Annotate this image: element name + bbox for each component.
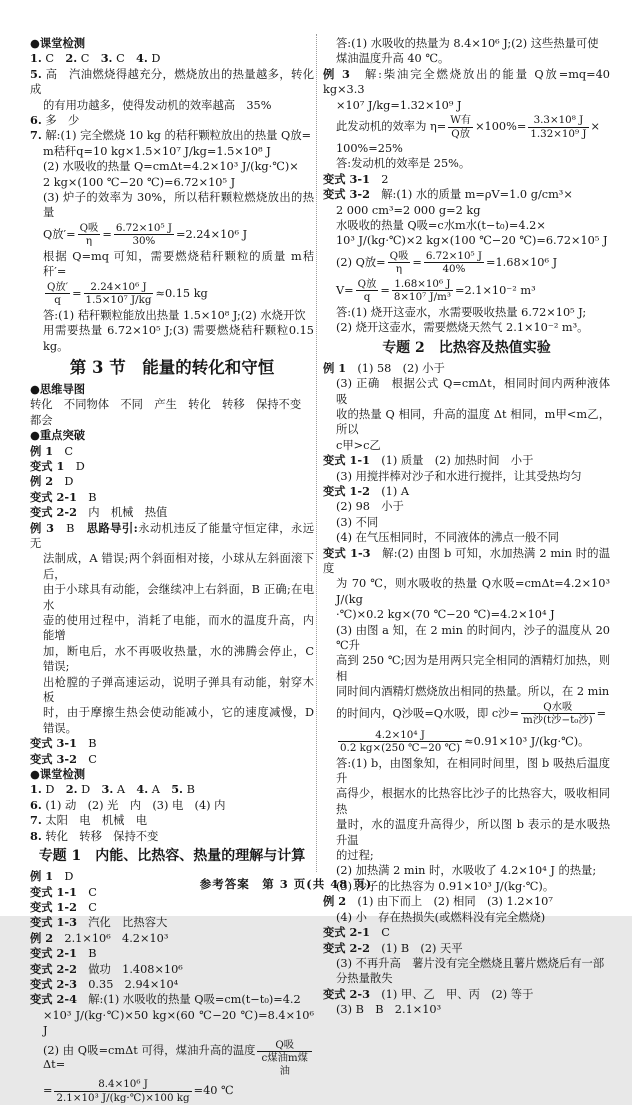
body-text: D (53, 870, 74, 884)
text-line (30, 144, 314, 159)
body-text: 同时间内酒精灯燃烧放出相同的热量。所以，在 2 min (336, 685, 610, 699)
body-text: (1) 58 (2) 小于 (346, 361, 445, 375)
body-text: 出枪膛的子弹高速运动，说明子弹具有动能，射穿木板 (43, 675, 314, 705)
text-line (30, 323, 314, 354)
text-line (323, 956, 610, 971)
body-text: m秸秆q=10 kg×1.5×10⁷ J/kg=1.5×10⁸ J (43, 144, 271, 158)
label-text: 例 2 (30, 930, 54, 945)
label-text: 3. (101, 782, 114, 797)
body-text: 的过程; (336, 849, 374, 863)
label-text: 变式 3-2 (323, 187, 370, 202)
body-text: (2) 烧开这壶水，需要燃烧天然气 2.1×10⁻² m³。 (336, 321, 589, 335)
body-text: =2.1×10⁻² m³ (455, 283, 536, 297)
text-line (30, 644, 314, 675)
label-text: 变式 2-1 (30, 946, 77, 961)
body-text: ×100%= (475, 120, 527, 134)
body-text: C (77, 52, 101, 66)
label-text: 例 2 (323, 894, 347, 909)
body-text: C (76, 900, 97, 914)
text-line (30, 1008, 314, 1039)
text-line (30, 221, 314, 249)
body-text: D (41, 783, 66, 797)
label-text: 第 3 节 能量的转化和守恒 (69, 357, 275, 377)
text-line (323, 1002, 610, 1017)
body-text: B (76, 490, 97, 504)
text-line (30, 675, 314, 706)
label-text: 变式 2-1 (323, 925, 370, 940)
body-text: 转化 转移 保持不变 (41, 829, 159, 843)
body-text: 量时，水的温度升高得少，所以图 b 表示的是水吸热升温 (336, 818, 610, 847)
body-text: = (72, 286, 82, 300)
text-line (323, 98, 610, 113)
text-line (323, 941, 610, 956)
fraction: $\frac{\text{Q放′}}{q}$ (47, 280, 69, 307)
body-text: A (113, 783, 137, 797)
label-text: 专题 1 内能、比热容、热量的理解与计算 (38, 848, 306, 865)
text-line (30, 962, 314, 977)
body-text: (4) 在气压相同时，不同液体的沸点一般不同 (336, 531, 559, 545)
column-divider (316, 34, 317, 872)
body-text: (3) 不同 (336, 515, 379, 529)
body-text: (2) 加热满 2 min 时，水吸收了 4.2×10⁴ J 的热量; (336, 864, 597, 878)
text-line (323, 172, 610, 187)
text-line (30, 813, 314, 828)
body-text: Q放′= (43, 227, 76, 241)
body-text: 解:(2) 由图 b 可知，水加热满 2 min 时的温度 (323, 546, 610, 575)
text-line (30, 67, 314, 98)
body-text: C (112, 52, 137, 66)
label-text: 5. (30, 66, 42, 81)
body-text: 答:(1) 水吸收的热量为 8.4×10⁶ J;(2) 这些热量可使 (336, 37, 599, 50)
label-text: 变式 3-1 (30, 736, 77, 751)
body-text: 高到 250 ℃;因为是用两只完全相同的酒精灯加热，则相 (336, 654, 610, 683)
text-line (323, 894, 610, 909)
body-text: 的时间内，Q沙吸=Q水吸，即 c沙= (336, 706, 519, 720)
body-text: ×10³ J/(kg·℃)×50 kg×(60 ℃−20 ℃)=8.4×10⁶ J (43, 1008, 314, 1038)
body-text: (1) 质量 (2) 加热时间 小于 (369, 454, 534, 468)
body-text: 解:柴油完全燃烧放出的能量 Q放=mq=40 kg×3.3 (323, 67, 610, 97)
fraction: $\frac{\text{6.72×10⁵ J}}{30\%}$ (115, 221, 172, 248)
text-line (323, 187, 610, 202)
text-line (30, 474, 314, 489)
body-text: =1.68×10⁶ J (486, 255, 558, 269)
label-text: 4. (136, 782, 149, 797)
body-text: (1) A (369, 484, 409, 498)
label-text: 例 1 (323, 360, 347, 375)
body-text: 由于小球具有动能，会继续冲上右斜面，B 正确;在电水 (43, 583, 314, 612)
fraction: $\frac{\text{Q放}}{q}$ (357, 277, 377, 304)
body-text: =2.24×10⁶ J (176, 227, 248, 241)
text-line (30, 582, 314, 613)
body-text: 0.35 2.94×10⁴ (76, 977, 179, 991)
body-text: (2) 由 Q吸=cmΔt 可得，煤油升高的温度 Δt= (43, 1043, 256, 1071)
text-line (30, 782, 314, 797)
body-text: 解:(1) 水吸收的热量 Q吸=cm(t−t₀)=4.2 (76, 993, 301, 1007)
body-text: (3) 正确 根据公式 Q=cmΔt，相同时间内两种液体吸 (336, 377, 610, 406)
label-text: 变式 2-3 (323, 986, 370, 1001)
text-line (323, 361, 610, 376)
body-text: C (369, 926, 390, 940)
text-line (30, 397, 314, 412)
body-text: D (53, 475, 74, 489)
body-text: B (182, 783, 195, 797)
body-text: 壶的使用过程中，消耗了电能，而水的温度升高，内能增 (43, 614, 314, 643)
body-text: ≈0.15 kg (155, 286, 208, 300)
body-text: 解:(1) 完全燃烧 10 kg 的秸秆颗粒放出的热量 Q放= (41, 129, 312, 143)
text-line (323, 320, 610, 335)
text-line (30, 382, 314, 397)
answers-left-column (30, 36, 314, 1105)
text-line (323, 249, 610, 277)
text-line (323, 607, 610, 622)
fraction: $\frac{\text{Q吸}}{\eta}$ (389, 249, 409, 276)
text-line (323, 376, 610, 407)
text-line (323, 36, 610, 51)
text-line (323, 700, 610, 728)
text-line (323, 407, 610, 438)
text-line (30, 51, 314, 66)
body-text: × (590, 120, 600, 134)
body-text: 答:发动机的效率是 25%。 (336, 157, 471, 171)
body-text: (1) 甲、乙 甲、丙 (2) 等于 (369, 987, 534, 1001)
text-line (323, 756, 610, 787)
body-text: ·℃)×0.2 kg×(70 ℃−20 ℃)=4.2×10⁴ J (336, 608, 555, 622)
section-heading (30, 844, 314, 869)
label-text: 变式 3-2 (30, 751, 77, 766)
label-text: 变式 1-2 (323, 483, 370, 498)
text-line (30, 798, 314, 813)
body-text: 答:(1) b，由图象知，在相同时间里，图 b 吸热后温度升 (336, 756, 610, 786)
text-line (30, 159, 314, 174)
label-text: 变式 1-3 (323, 545, 371, 560)
label-text: 变式 2-2 (30, 961, 77, 976)
text-line (323, 141, 610, 156)
body-text: 根据 Q=mq 可知，需要燃烧秸秆颗粒的质量 m秸秆′= (43, 249, 314, 279)
label-text: 3. (100, 51, 113, 66)
text-line (323, 469, 610, 484)
fraction: $\frac{\text{Q吸}}{\text{c煤油m煤油}}$ (257, 1039, 312, 1078)
text-line (323, 453, 610, 468)
body-text: 2 (369, 172, 389, 186)
body-text: 收的热量 Q 相同，升高的温度 Δt 相同，m甲<m乙，所以 (336, 407, 610, 437)
fraction: $\frac{\text{8.4×10⁶ J}}{\text{2.1×10³ J/(kg·℃)×100 kg}}$ (56, 1078, 190, 1104)
text-line (30, 992, 314, 1007)
text-line (323, 653, 610, 684)
label-text: 专题 2 比热容及热值实验 (382, 339, 551, 356)
text-line (323, 684, 610, 699)
text-line (323, 848, 610, 863)
body-text: D (64, 459, 85, 473)
text-line (323, 156, 610, 171)
text-line (323, 623, 610, 654)
text-line (323, 515, 610, 530)
label-text: 变式 1 (30, 458, 65, 473)
body-text: (3) 用搅拌棒对沙子和水进行搅拌，让其受热均匀 (336, 469, 582, 483)
text-line (323, 305, 610, 320)
label-text: 变式 3-1 (323, 171, 370, 186)
fraction: $\frac{\text{Q水吸}}{\text{m沙(t沙−t₀沙)}}$ (522, 700, 593, 727)
label-text: 6. (30, 113, 42, 128)
text-line (30, 521, 314, 552)
page-footer: 参考答案 第 3 页(共 48 页) (199, 877, 373, 891)
text-line (323, 786, 610, 817)
label-text: 变式 1-3 (30, 915, 77, 930)
text-line (30, 977, 314, 992)
fraction: $\frac{\text{6.72×10⁵ J}}{40\%}$ (425, 249, 483, 276)
body-text: = (43, 1084, 53, 1098)
body-text: (3) B B 2.1×10³ (336, 1003, 442, 1017)
text-line (30, 900, 314, 915)
label-text: 变式 2-3 (30, 976, 77, 991)
text-line (323, 546, 610, 577)
fraction: $\frac{\text{1.68×10⁶ J}}{\text{8×10⁷ J/m³}}$ (393, 277, 452, 304)
body-text: ×10⁷ J/kg=1.32×10⁹ J (336, 98, 462, 112)
label-text: 变式 1-2 (30, 899, 77, 914)
label-text: 变式 2-1 (30, 489, 77, 504)
text-line (30, 490, 314, 505)
text-line (323, 67, 610, 98)
body-text: 太阳 电 机械 电 (41, 814, 148, 828)
text-line (323, 817, 610, 848)
body-text: = (102, 227, 112, 241)
label-text: 思路导引: (86, 520, 138, 535)
label-text: 7. (30, 128, 42, 143)
body-text: (1) 动 (2) 光 内 (3) 电 (4) 内 (41, 798, 226, 812)
text-line (30, 946, 314, 961)
body-text: (3) 不再升高 薯片没有完全燃烧且薯片燃烧后有一部 (336, 956, 605, 970)
body-text: 的有用功越多，使得发动机的效率越高 35% (43, 98, 272, 112)
body-text: 为 70 ℃，则水吸收的热量 Q水吸=cmΔt=4.2×10³ J/(kg (336, 577, 610, 606)
body-text: 用需要热量 6.72×10⁵ J;(3) 需要燃烧秸秆颗粒0.15 kg。 (43, 324, 314, 353)
text-line (30, 1077, 314, 1105)
fraction: $\frac{\text{4.2×10⁴ J}}{0.2 kg\times(250 ℃-20 ℃)}$ (340, 728, 461, 755)
body-text: 时，由于摩擦生热会使动能减小，它的速度减慢，D 错误。 (43, 706, 314, 735)
text-line (30, 249, 314, 280)
text-line (30, 505, 314, 520)
text-line (30, 308, 314, 323)
label-text: 例 3 (30, 520, 54, 535)
body-text: (3) 由图 a 知，在 2 min 的时间内，沙子的温度从 20 ℃升 (336, 623, 610, 652)
text-line (30, 829, 314, 844)
body-text: (3) 炉子的效率为 30%，所以秸秆颗粒燃烧放出的热量 (43, 191, 314, 220)
body-text: = (412, 255, 422, 269)
label-text: 变式 1-1 (30, 884, 77, 899)
body-text: 加，断电后，水不再吸收热量，水的沸腾会停止，C 错误; (43, 644, 314, 674)
text-line (30, 98, 314, 113)
body-text: = (380, 283, 390, 297)
body-text: (1) B (2) 天平 (369, 941, 463, 955)
fraction: $\frac{\text{2.24×10⁶ J}}{\text{1.5×10⁷ J/kg}}$ (85, 280, 152, 307)
body-text: 2.1×10⁶ 4.2×10³ (53, 931, 169, 945)
body-text: 法制成，A 错误;两个斜面相对接，小球从左斜面滚下后， (43, 552, 314, 581)
body-text: ≈0.91×10³ J/(kg·℃)。 (464, 734, 590, 748)
text-line (30, 931, 314, 946)
section-heading (30, 354, 314, 382)
text-line (323, 113, 610, 141)
label-text: 变式 2-2 (30, 505, 77, 520)
text-line (30, 128, 314, 143)
body-text: 高 汽油燃烧得越充分，燃烧放出的热量越多，转化成 (30, 67, 314, 97)
body-text: (4) 小 存在热损失(或燃料没有完全燃烧) (336, 910, 546, 924)
text-line (30, 428, 314, 443)
body-text: B (76, 737, 97, 751)
label-text: 2. (65, 51, 78, 66)
label-text: ●课堂检测 (30, 36, 86, 50)
label-text: 5. (171, 782, 183, 797)
text-line (30, 752, 314, 767)
text-line (30, 551, 314, 582)
text-line (30, 190, 314, 221)
label-text: 例 3 (323, 66, 350, 81)
text-line (30, 705, 314, 736)
text-line (30, 736, 314, 751)
text-line (323, 51, 610, 66)
body-text: (2) 水吸收的热量 Q=cmΔt=4.2×10³ J/(kg·℃)× (43, 160, 299, 174)
body-text: D (77, 783, 102, 797)
body-text: (2) 98 小于 (336, 500, 404, 514)
text-line (30, 459, 314, 474)
label-text: 例 2 (30, 474, 54, 489)
body-text: V= (336, 283, 354, 297)
body-text: 答:(1) 烧开这壶水，水需要吸收热量 6.72×10⁵ J; (336, 305, 587, 319)
text-line (323, 971, 610, 986)
body-text: = (596, 706, 607, 720)
label-text: 变式 2-2 (323, 940, 370, 955)
text-line (323, 277, 610, 305)
text-line (30, 613, 314, 644)
text-line (323, 728, 610, 756)
body-text: 答:(1) 秸秆颗粒能放出热量 1.5×10⁸ J;(2) 水烧开饮 (43, 308, 306, 322)
label-text: 1. (30, 782, 42, 797)
text-line (323, 499, 610, 514)
label-text: ●课堂检测 (30, 767, 86, 782)
label-text: 8. (30, 828, 42, 843)
body-text: B (53, 521, 87, 535)
body-text: C (76, 752, 97, 766)
label-text: ●思维导图 (30, 381, 86, 396)
body-text: 高得少，根据水的比热容比沙子的比热容大，吸收相同热 (336, 787, 610, 816)
answers-right-column (323, 36, 610, 1018)
text-line (30, 175, 314, 190)
body-text: 煤油温度升高 40 ℃。 (336, 52, 450, 66)
text-line (323, 576, 610, 607)
body-text: 100%=25% (336, 142, 403, 156)
body-text: 解:(1) 水的质量 m=ρV=1.0 g/cm³× (369, 188, 573, 202)
body-text: 都会 (30, 413, 53, 427)
label-text: 变式 1-1 (323, 453, 370, 468)
text-line (30, 915, 314, 930)
body-text: (3) 沙子的比热容为 0.91×10³ J/(kg·℃)。 (336, 879, 555, 893)
body-text: 永动机违反了能量守恒定律，永远无 (30, 521, 314, 550)
body-text: 10³ J/(kg·℃)×2 kg×(100 ℃−20 ℃)=6.72×10⁵ J (336, 234, 608, 248)
label-text: 4. (136, 51, 148, 66)
text-line (30, 280, 314, 308)
label-text: 2. (65, 782, 78, 797)
fraction: $\frac{\text{W有}}{\text{Q放}}$ (450, 114, 472, 140)
body-text: 多 少 (41, 114, 80, 128)
body-text: (2) Q放= (336, 255, 386, 269)
fraction: $\frac{\text{3.3×10⁸ J}}{\text{1.32×10⁹ J}}$ (530, 114, 587, 140)
fraction: $\frac{\text{Q吸}}{\eta}$ (79, 221, 99, 248)
body-text: 2 000 cm³=2 000 g=2 kg (336, 203, 481, 217)
body-text: 分热量散失 (336, 972, 393, 986)
text-line (323, 203, 610, 218)
label-text: 6. (30, 797, 42, 812)
text-line (30, 113, 314, 128)
text-line (323, 233, 610, 248)
text-line (30, 36, 314, 51)
body-text: 内 机械 热值 (76, 506, 168, 520)
body-text: D (147, 52, 161, 66)
text-line (323, 925, 610, 940)
body-text: =40 ℃ (193, 1084, 234, 1098)
text-line (323, 484, 610, 499)
body-text: (1) 由下而上 (2) 相同 (3) 1.2×10⁷ (346, 895, 553, 909)
text-line (30, 1039, 314, 1078)
section-heading (323, 336, 610, 361)
body-text: C (76, 885, 97, 899)
body-text: C (41, 52, 66, 66)
body-text: c甲>c乙 (336, 438, 381, 452)
label-text: ●重点突破 (30, 428, 86, 443)
text-line (323, 438, 610, 453)
label-text: 7. (30, 813, 42, 828)
label-text: 1. (30, 51, 42, 66)
body-text: 此发动机的效率为 η= (336, 120, 447, 134)
body-text: C (53, 444, 74, 458)
label-text: 例 1 (30, 869, 54, 884)
body-text: 水吸收的热量 Q吸=c水m水(t−t₀)=4.2× (336, 219, 546, 233)
label-text: 例 1 (30, 443, 54, 458)
label-text: 变式 2-4 (30, 992, 77, 1007)
text-line (30, 444, 314, 459)
body-text: 做功 1.408×10⁶ (76, 962, 183, 976)
body-text: 转化 不同物体 不同 产生 转化 转移 保持不变 (30, 398, 302, 412)
body-text: 2 kg×(100 ℃−20 ℃)=6.72×10⁵ J (43, 175, 236, 189)
text-line (323, 910, 610, 925)
body-text: 汽化 比热容大 (76, 916, 168, 930)
text-line (323, 987, 610, 1002)
text-line (30, 767, 314, 782)
text-line (323, 530, 610, 545)
body-text: A (148, 783, 172, 797)
text-line (323, 218, 610, 233)
body-text: B (76, 947, 97, 961)
text-line (30, 413, 314, 428)
